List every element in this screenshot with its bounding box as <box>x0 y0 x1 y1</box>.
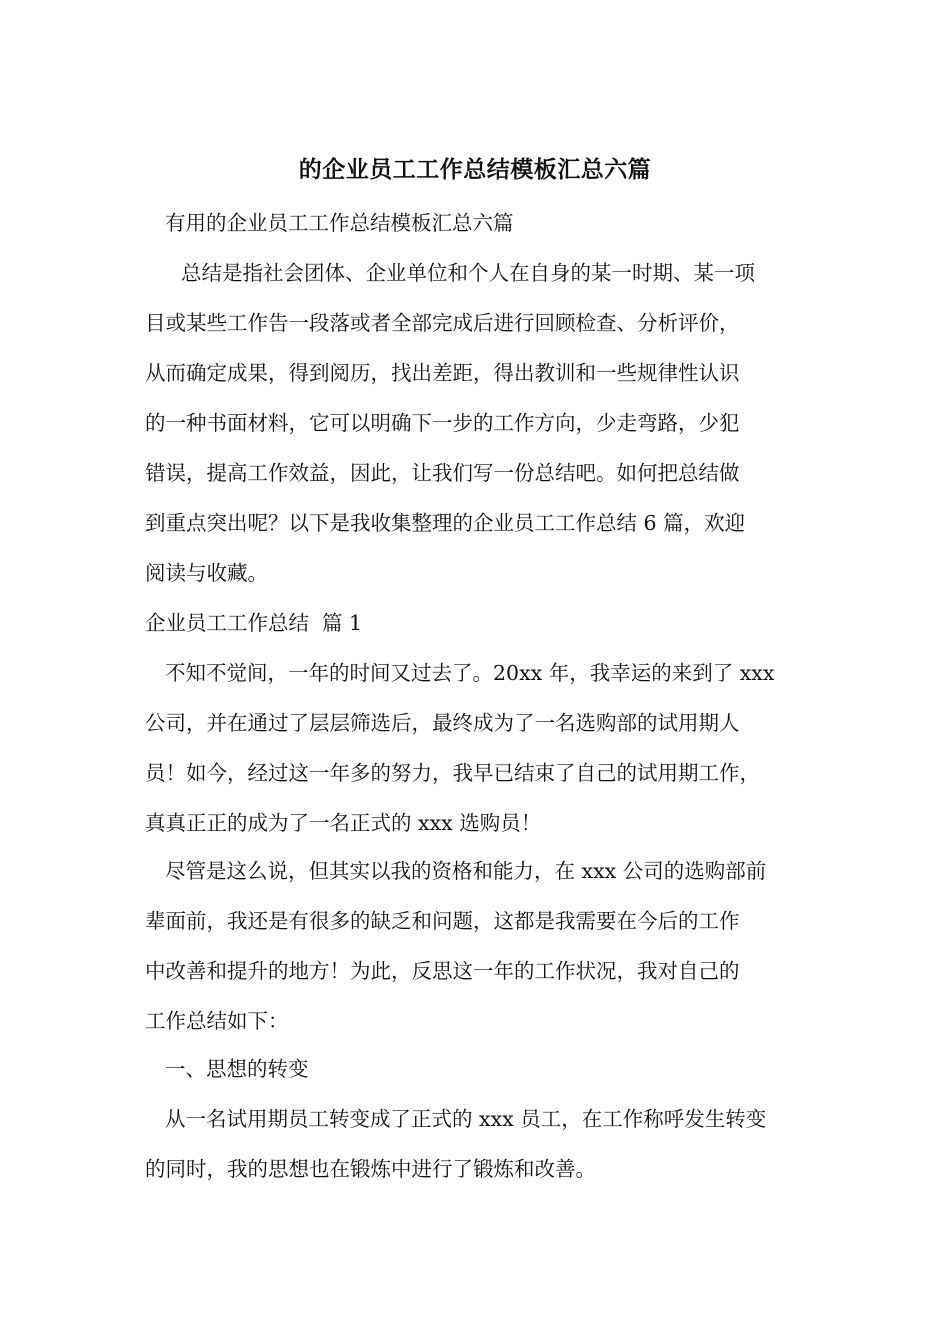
subheading-block <box>145 1044 835 1094</box>
intro-line: 阅读与收藏。 <box>145 561 268 585</box>
intro-paragraph <box>145 248 835 598</box>
intro-line: 总结是指社会团体、企业单位和个人在自身的某一时期、某一项 <box>181 261 755 285</box>
intro-line: 到重点突出呢？以下是我收集整理的企业员工工作总结 6 篇，欢迎 <box>145 511 746 535</box>
document-subtitle: 有用的企业员工工作总结模板汇总六篇 <box>165 211 514 235</box>
intro-line: 的一种书面材料，它可以明确下一步的工作方向，少走弯路，少犯 <box>145 411 740 435</box>
section-heading: 企业员工工作总结 篇 1 <box>145 611 363 635</box>
paragraph-line: 公司，并在通过了层层筛选后，最终成为了一名选购部的试用期人 <box>145 711 740 735</box>
paragraph-line: 真真正正的成为了一名正式的 xxx 选购员！ <box>145 811 542 835</box>
document-title: 的企业员工工作总结模板汇总六篇 <box>298 156 652 183</box>
paragraph-2 <box>145 846 835 1046</box>
paragraph-1 <box>145 648 835 848</box>
section-heading-block <box>145 598 835 648</box>
paragraph-line: 从一名试用期员工转变成了正式的 xxx 员工，在工作称呼发生转变 <box>165 1107 767 1131</box>
intro-line: 错误，提高工作效益，因此，让我们写一份总结吧。如何把总结做 <box>145 461 740 485</box>
paragraph-line: 工作总结如下： <box>145 1009 289 1033</box>
intro-line: 目或某些工作告一段落或者全部完成后进行回顾检查、分析评价， <box>145 311 740 335</box>
intro-line: 从而确定成果，得到阅历，找出差距，得出教训和一些规律性认识 <box>145 361 740 385</box>
paragraph-line: 员！如今，经过这一年多的努力，我早已结束了自己的试用期工作， <box>145 761 760 785</box>
paragraph-line: 不知不觉间，一年的时间又过去了。20xx 年，我幸运的来到了 xxx <box>165 661 775 685</box>
paragraph-line: 中改善和提升的地方！为此，反思这一年的工作状况，我对自己的 <box>145 959 740 983</box>
paragraph-line: 尽管是这么说，但其实以我的资格和能力，在 xxx 公司的选购部前 <box>165 859 767 883</box>
paragraph-line: 辈面前，我还是有很多的缺乏和问题，这都是我需要在今后的工作 <box>145 909 740 933</box>
subheading: 一、思想的转变 <box>165 1057 309 1081</box>
document-subtitle-block <box>145 198 835 248</box>
paragraph-3 <box>145 1094 835 1194</box>
paragraph-line: 的同时，我的思想也在锻炼中进行了锻炼和改善。 <box>145 1157 596 1181</box>
